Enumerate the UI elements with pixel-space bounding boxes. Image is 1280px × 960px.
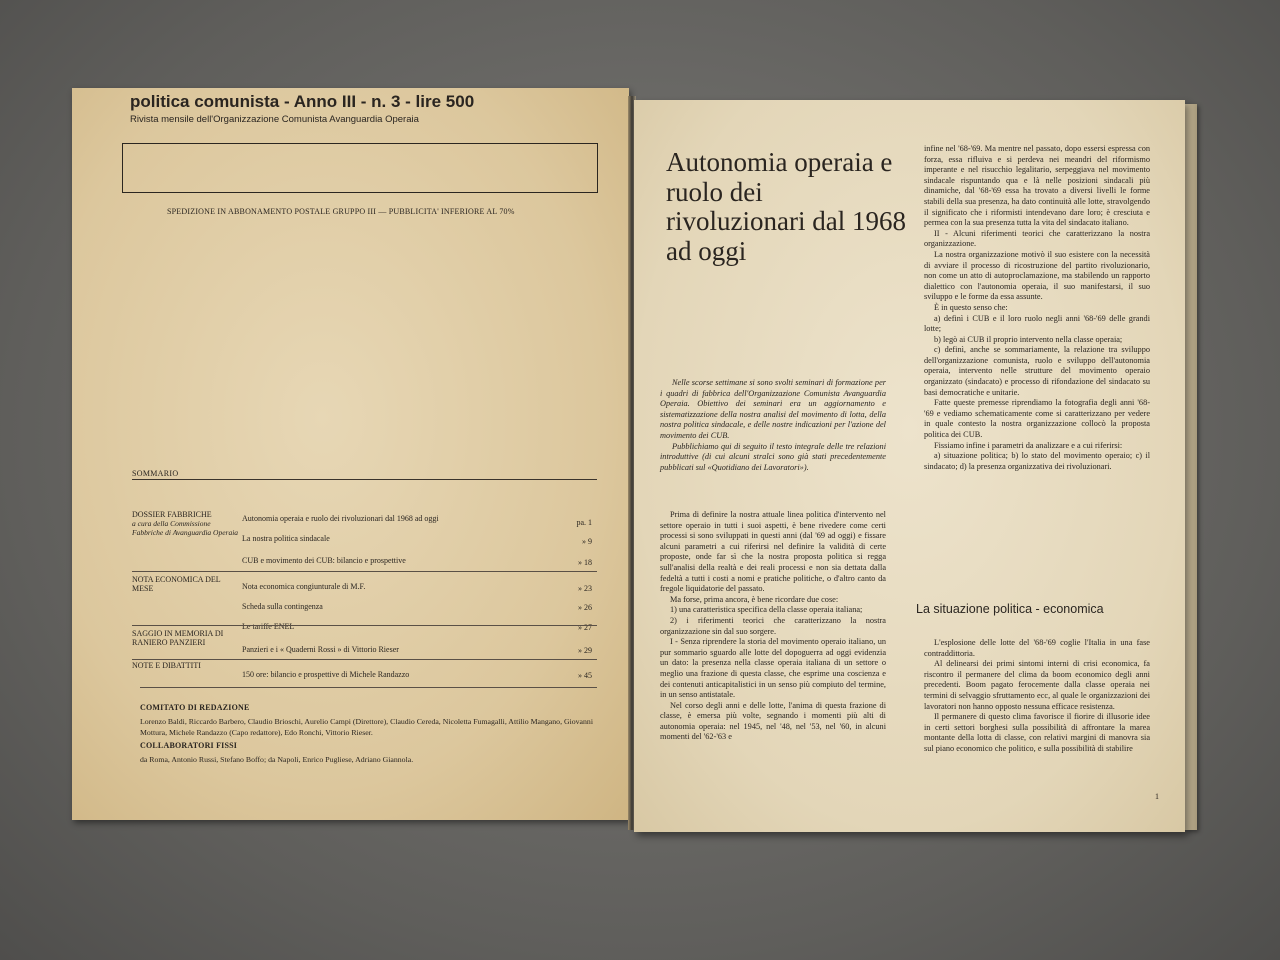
toc-page-number: » 23 (578, 584, 592, 593)
toc-section-dossier: DOSSIER FABBRICHE (132, 510, 212, 519)
body-paragraph: 1) una caratteristica specifica della classe operaia italiana; (670, 605, 863, 615)
toc-entry: Scheda sulla contingenza (242, 602, 323, 611)
left-page (72, 88, 629, 820)
section-body (924, 638, 1150, 755)
sommario-label: SOMMARIO (132, 469, 179, 478)
toc-page-number: » 26 (578, 603, 592, 612)
toc-section-nota: NOTA ECONOMICA DEL MESE (132, 575, 221, 593)
body-paragraph: infine nel '68-'69. Ma mentre nel passato, dopo essersi espressa con forza, essa rifluiva e si perdeva nei meandri del riformismo imperante e nel risucchio legalitario, serpeggiava nel movimento sindacale rispuntando qua e là nelle posizioni sindacali più dinamiche, dal '68-'69 essa ha trovato a diversi livelli le forme stabili della sua presenza, ha dato continuità alle lotte, stravolgendo il significato che i riformisti intendevano dare loro; è cresciuta e permea con la sua presenza tutta la vita del sindacato italiano. (924, 144, 1150, 228)
body-paragraph: 2) i riferimenti teorici che caratterizzano la nostra organizzazione sin dal suo sorgere. (660, 615, 886, 636)
body-paragraph: È in questo senso che: (934, 302, 1008, 312)
toc-divider (132, 659, 597, 660)
intro-paragraph: Pubblichiamo qui di seguito il testo integrale delle tre relazioni introduttive (di cui alcuni stralci sono già stati precedentemente pubblicati sul «Quotidiano dei Lavoratori»). (660, 441, 886, 472)
toc-divider (132, 571, 597, 572)
comitato-heading: COMITATO DI REDAZIONE (140, 703, 250, 712)
article-intro (660, 378, 886, 473)
body-paragraph: Prima di definire la nostra attuale linea politica d'intervento nel settore operaio in tutti i suoi aspetti, è bene rivedere come certi processi si sono sviluppati in questi anni (dal '69 ad oggi) e fissare alcuni parametri a cui riferirsi nel definire la validità di certe proposte, onde far sì che la nostra proposta politica si regga sull'analisi della realtà e dei reali processi e non sia dettata dalla fedeltà a tutti i costi a nomi e pratiche politiche, o d'altro canto da fregole liquidatorie del passato. (660, 510, 886, 594)
toc-entry: 150 ore: bilancio e prospettive di Michele Randazzo (242, 670, 410, 679)
toc-page-number: » 27 (578, 623, 592, 632)
credits-divider (140, 687, 597, 688)
body-paragraph: I - Senza riprendere la storia del movimento operaio italiano, un pur sommario sguardo alle lotte del dopoguerra ad oggi evidenzia un dato: la presenza nella classe operaia italiana di un settore o meglio una frazione di questa classe, che esprime una coscienza e dei contenuti anticapitalistici in un senso più compiuto del termine, in un senso antistatale. (660, 637, 886, 700)
toc-entry: Le tariffe ENEL (242, 622, 295, 631)
toc-page-number: » 18 (578, 558, 592, 567)
postal-line: SPEDIZIONE IN ABBONAMENTO POSTALE GRUPPO III — PUBBLICITA' INFERIORE AL 70% (167, 207, 515, 216)
toc-page-number: » 45 (578, 671, 592, 680)
body-paragraph: Nel corso degli anni e delle lotte, l'anima di questa frazione di classe, è emersa più volte, segnando i momenti più alti di autonomia operaia: nel 1945, nel '48, nel '53, nel '60, in alcuni momenti del '62-'63 e (660, 700, 886, 742)
body-paragraph: a) definì i CUB e il loro ruolo negli anni '68-'69 delle grandi lotte; (924, 313, 1150, 334)
toc-section-saggio: SAGGIO IN MEMORIA DI RANIERO PANZIERI (132, 629, 224, 647)
comitato-text: Lorenzo Baldi, Riccardo Barbero, Claudio Brioschi, Aurelio Campi (Direttore), Claudio Cereda, Nicoletta Fumagalli, Attilio Mangano, Giovanni Mottura, Michele Randazzo (Capo redattore), Edo Ronchi, Vittorio Rieser. (140, 717, 593, 737)
toc-page-number: » 9 (582, 537, 592, 546)
toc-section-note-dibattiti: NOTE E DIBATTITI (132, 661, 201, 670)
toc-page-number: » 29 (578, 646, 592, 655)
masthead-box (122, 143, 598, 193)
section-subheading: La situazione politica - economica (916, 602, 1104, 616)
toc-entry: Nota economica congiunturale di M.F. (242, 582, 366, 591)
sommario-divider (132, 479, 597, 480)
body-paragraph: Il permanere di questo clima favorisce il fiorire di illusorie idee in certi settori borghesi sulla possibilità di affrontare la marea montante della lotta di classe, con relativi margini di manovra sia sul piano economico che politico, e sulla possibilità di stabilire (924, 712, 1150, 753)
article-headline: Autonomia operaia e ruolo dei rivoluzionari dal 1968 ad oggi (666, 147, 906, 266)
toc-section-note: a cura della Commissione Fabbriche di Avanguardia Operaia (132, 519, 239, 537)
toc-divider (132, 625, 597, 626)
body-paragraph: b) legò ai CUB il proprio intervento nella classe operaia; (934, 334, 1123, 344)
body-paragraph: Fatte queste premesse riprendiamo la fotografia degli anni '68-'69 e vediamo schematicamente come si caratterizzano per vedere in quale contesto la nostra organizzazione collocò la proposta politica dei CUB. (924, 398, 1150, 440)
collaboratori-heading: COLLABORATORI FISSI (140, 741, 238, 750)
body-paragraph: Al delinearsi dei primi sintomi interni di crisi economica, fa riscontro il permanere del clima da boom economico degli anni precedenti. Boom pagato ferocemente dalla classe operaia nei termini di selvaggio sfruttamento ecc, al quale le organizzazioni dei lavoratori non hanno opposto nessuna efficace resistenza. (924, 659, 1150, 711)
page-stack-edge (1185, 104, 1197, 830)
masthead-subtitle: Rivista mensile dell'Organizzazione Comunista Avanguardia Operaia (130, 114, 419, 125)
collaboratori-text: da Roma, Antonio Russi, Stefano Boffo; da Napoli, Enrico Pugliese, Adriano Giannola. (140, 755, 414, 764)
body-paragraph: II - Alcuni riferimenti teorici che caratterizzano la nostra organizzazione. (924, 228, 1150, 249)
body-paragraph: Fissiamo infine i parametri da analizzare e a cui riferirsi: (934, 440, 1123, 450)
toc-entry: CUB e movimento dei CUB: bilancio e prospettive (242, 556, 406, 565)
toc-entry: La nostra politica sindacale (242, 534, 330, 543)
toc-page-number: pa. 1 (576, 518, 592, 527)
body-paragraph: Ma forse, prima ancora, è bene ricordare due cose: (670, 594, 839, 604)
toc-entry: Autonomia operaia e ruolo dei rivoluzionari dal 1968 ad oggi (242, 514, 439, 523)
body-paragraph: a) situazione politica; b) lo stato del movimento operaio; c) il sindacato; d) la presenza organizzativa dei rivoluzionari. (924, 451, 1150, 471)
page-number: 1 (1155, 792, 1159, 801)
toc-entry: Panzieri e i « Quaderni Rossi » di Vittorio Rieser (242, 645, 399, 654)
body-paragraph: La nostra organizzazione motivò il suo esistere con la necessità di avviare il processo di ricostruzione del partito rivoluzionario, non come un atto di autoproclamazione, ma stabilendo un rapporto dialettico con l'autonomia operaia, il suo manifestarsi, il suo sviluppo e le forme da essa assunte. (924, 249, 1150, 302)
intro-paragraph: Nelle scorse settimane si sono svolti seminari di formazione per i quadri di fabbrica dell'Organizzazione Comunista Avanguardia Operaia. Obiettivo dei seminari era un aggiornamento e sistematizzazione della nostra analisi del movimento di lotta, della nostra politica sindacale, e delle nostre indicazioni per l'azione del movimento dei CUB. (660, 378, 886, 440)
right-page (634, 100, 1185, 832)
body-paragraph: c) definì, anche se sommariamente, la relazione tra sviluppo dell'organizzazione comunista, ruolo e sviluppo dell'autonomia operaia, intervento nelle strutture del movimento operaio organizzato (sindacato) e processo di rifondazione del sindacato su basi democratiche e unitarie. (924, 345, 1150, 397)
masthead-title: politica comunista - Anno III - n. 3 - lire 500 (130, 92, 475, 111)
right-column-body (924, 144, 1150, 472)
body-paragraph: L'esplosione delle lotte del '68-'69 coglie l'Italia in una fase contraddittoria. (924, 638, 1150, 658)
left-column-body (660, 510, 886, 743)
